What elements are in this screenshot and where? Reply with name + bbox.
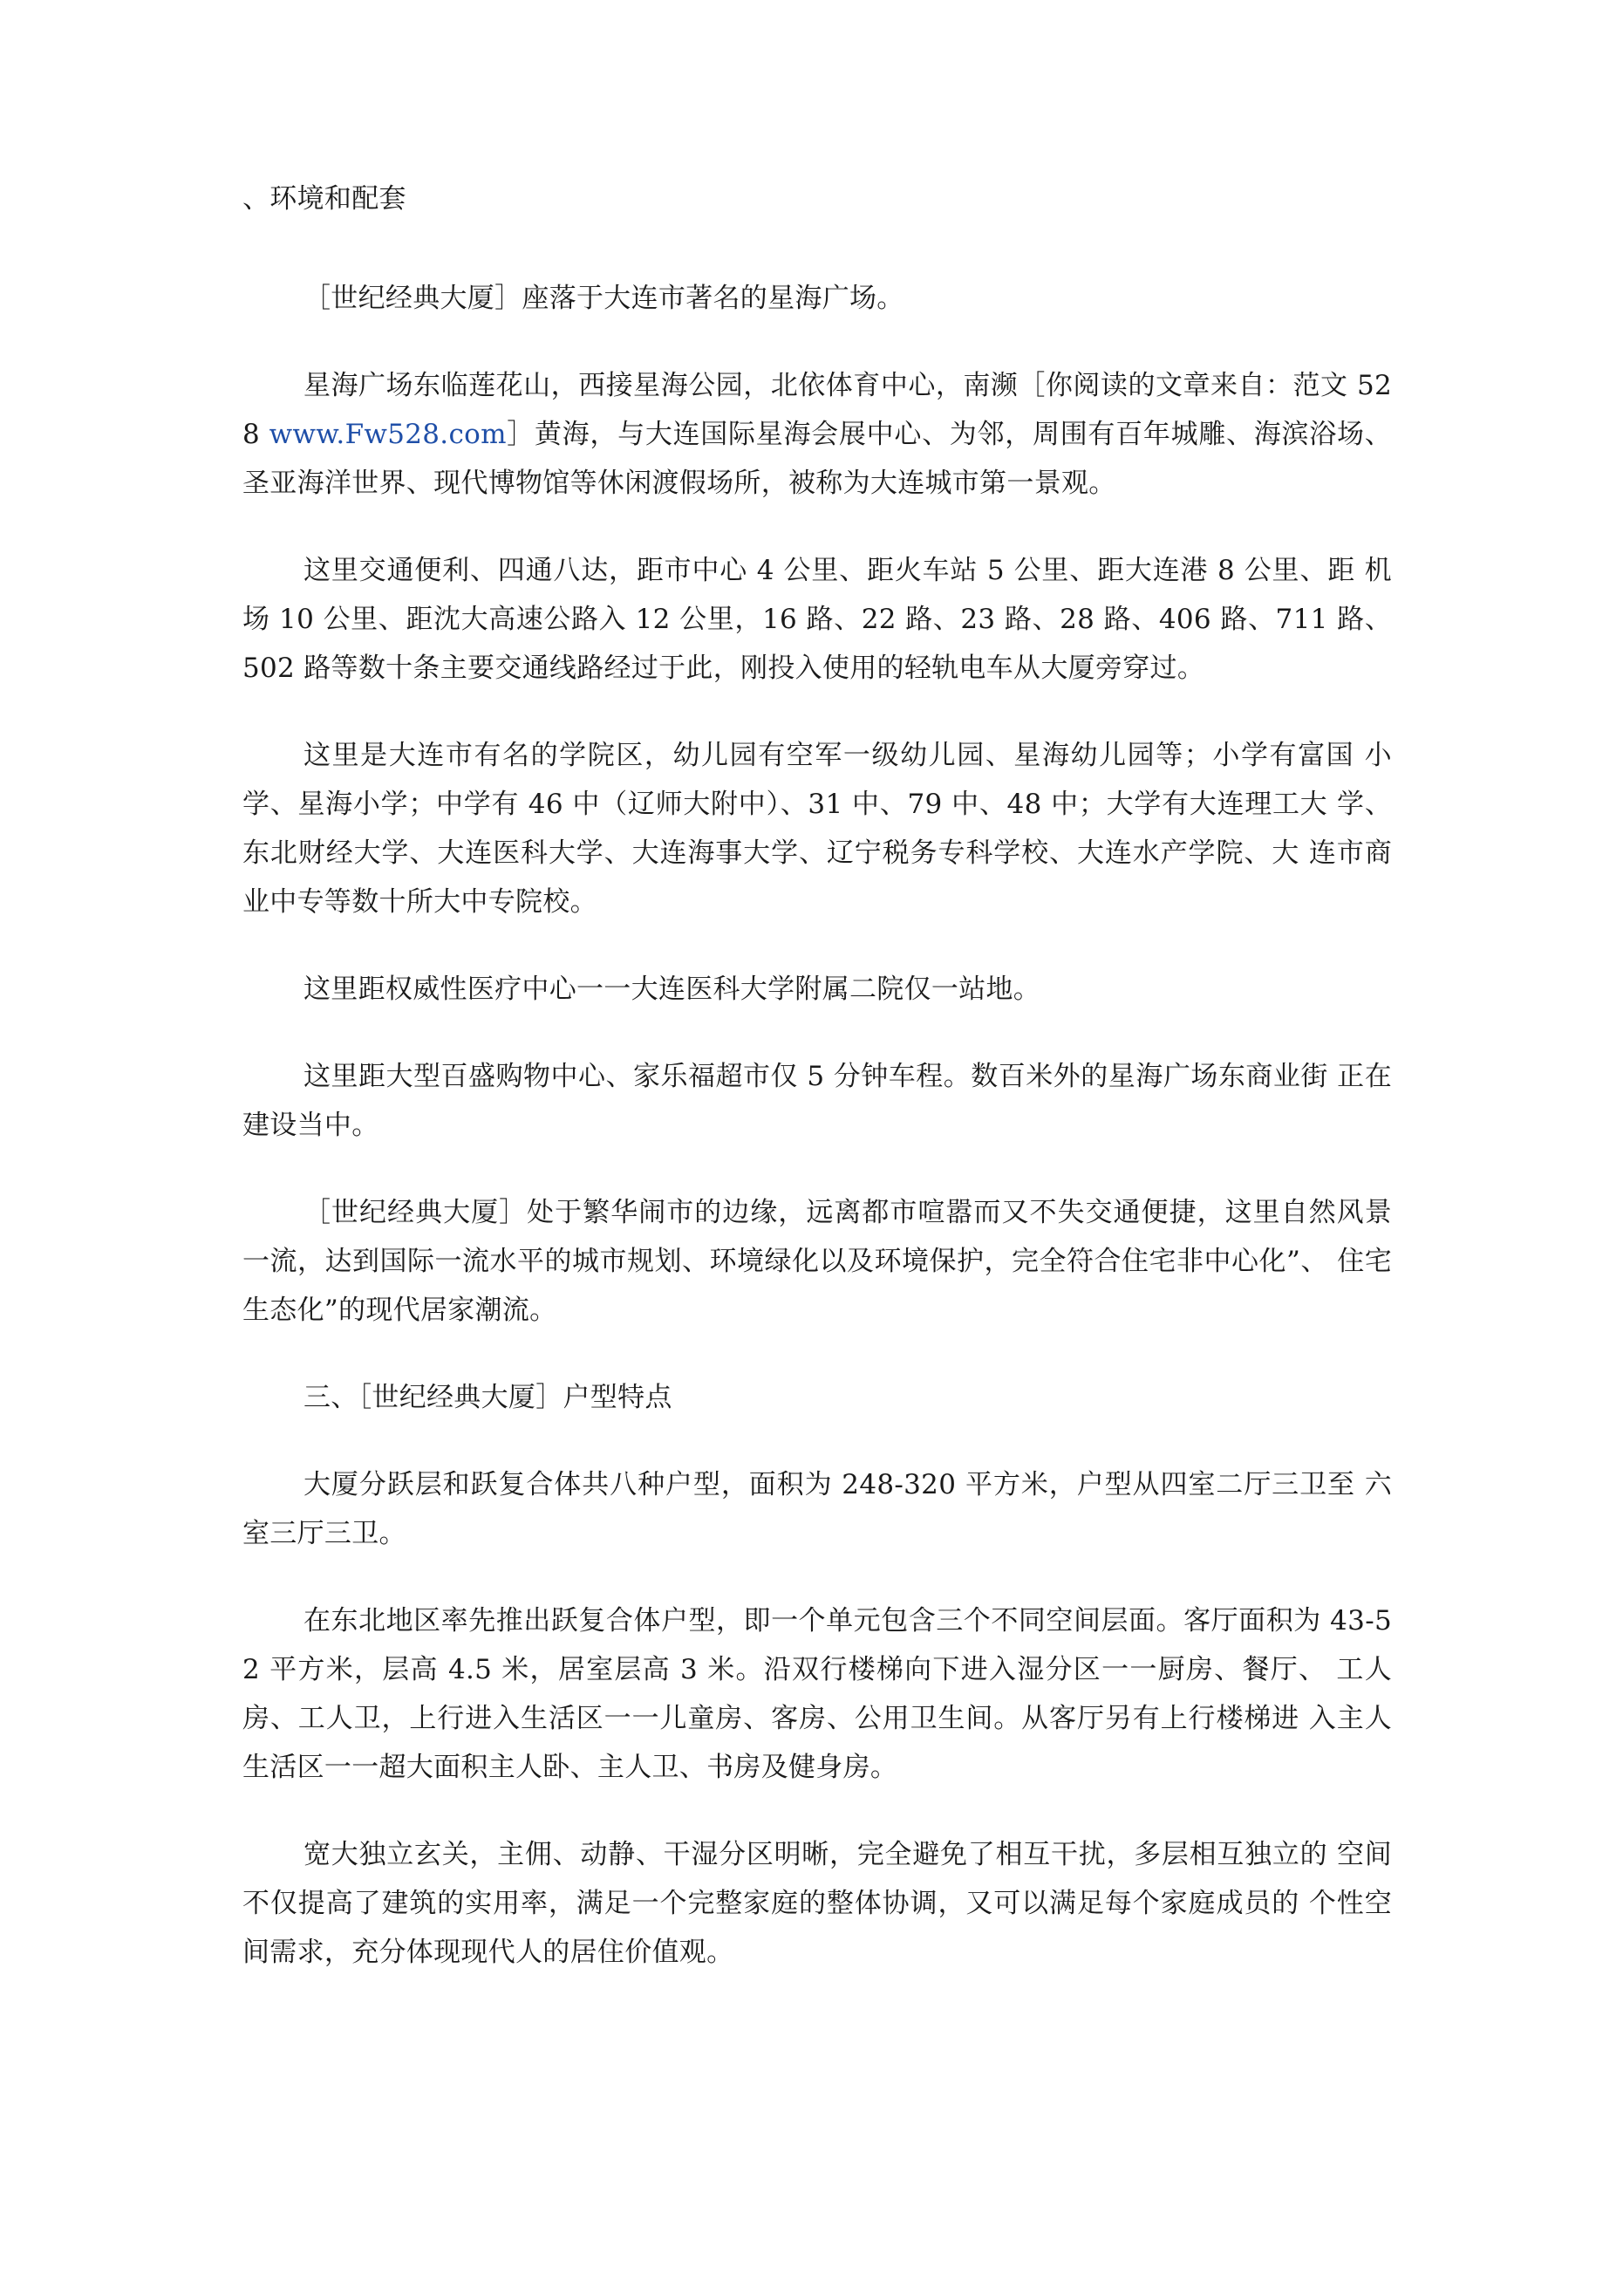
paragraph-location: ［世纪经典大厦］座落于大连市著名的星海广场。 xyxy=(303,283,904,314)
paragraph-transport: 这里交通便利、四通八达，距市中心 4 公里、距火车站 5 公里、距大连港 8 公里、距 机场 10 公里、距沈大高速公路入 12 公里，16 路、22 路、23 路、28 路、406 路、711 路、502 路等数十条主要交通线路经过于此，刚投入使用的轻轨电车从大厦旁穿过。 xyxy=(242,555,1392,684)
document-body xyxy=(242,174,1392,2015)
paragraph-surroundings-text-end: ］黄海，与大连国际星海会展中心、为邻，周围有百年城雕、海滨浴场、 圣亚海洋世界、现代博物馆等休闲渡假场所，被称为大连城市第一景观。 xyxy=(242,419,1392,499)
paragraph-environment: ［世纪经典大厦］处于繁华闹市的边缘，远离都市喧嚣而又不失交通便捷，这里自然风景一流，达到国际一流水平的城市规划、环境绿化以及环境保护，完全符合住宅非中心化”、 住宅生态化”的现代居家潮流。 xyxy=(242,1197,1392,1326)
paragraph-zoning: 宽大独立玄关，主佣、动静、干湿分区明晰，完全避免了相互干扰，多层相互独立的 空间不仅提高了建筑的实用率，满足一个完整家庭的整体协调，又可以满足每个家庭成员的 个性空间需求，充分体现现代人的居住价值观。 xyxy=(242,1839,1392,1968)
section-heading-floorplans: 三、［世纪经典大厦］户型特点 xyxy=(303,1382,672,1413)
paragraph-surroundings-text-start: 星海广场东临莲花山，西接星海公园，北依体育中心，南濒［你阅读的文章来自：范文 528 xyxy=(242,370,1392,450)
paragraph-unit-types: 大厦分跃层和跃复合体共八种户型，面积为 248-320 平方米，户型从四室二厅三卫至 六室三厅三卫。 xyxy=(242,1469,1392,1549)
source-link[interactable]: www.Fw528.com xyxy=(269,419,507,450)
paragraph-surroundings xyxy=(242,361,1392,508)
paragraph-medical: 这里距权威性医疗中心一一大连医科大学附属二院仅一站地。 xyxy=(303,974,1041,1005)
section-heading-environment: 、环境和配套 xyxy=(242,183,406,215)
paragraph-schools: 这里是大连市有名的学院区，幼儿园有空军一级幼儿园、星海幼儿园等；小学有富国 小学、星海小学；中学有 46 中（辽师大附中）、31 中、79 中、48 中；大学有大连理工大 学、东北财经大学、大连医科大学、大连海事大学、辽宁税务专科学校、大连水产学院、大 连市商业中专等数十所大中专院校。 xyxy=(242,740,1392,918)
paragraph-shopping: 这里距大型百盛购物中心、家乐福超市仅 5 分钟车程。数百米外的星海广场东商业街 正在建设当中。 xyxy=(242,1061,1392,1141)
paragraph-layout: 在东北地区率先推出跃复合体户型，即一个单元包含三个不同空间层面。客厅面积为 43-52 平方米，层高 4.5 米，居室层高 3 米。沿双行楼梯向下进入湿分区一一厨房、餐厅、 工人房、工人卫，上行进入生活区一一儿童房、客房、公用卫生间。从客厅另有上行楼梯进 入主人生活区一一超大面积主人卧、主人卫、书房及健身房。 xyxy=(242,1605,1392,1783)
